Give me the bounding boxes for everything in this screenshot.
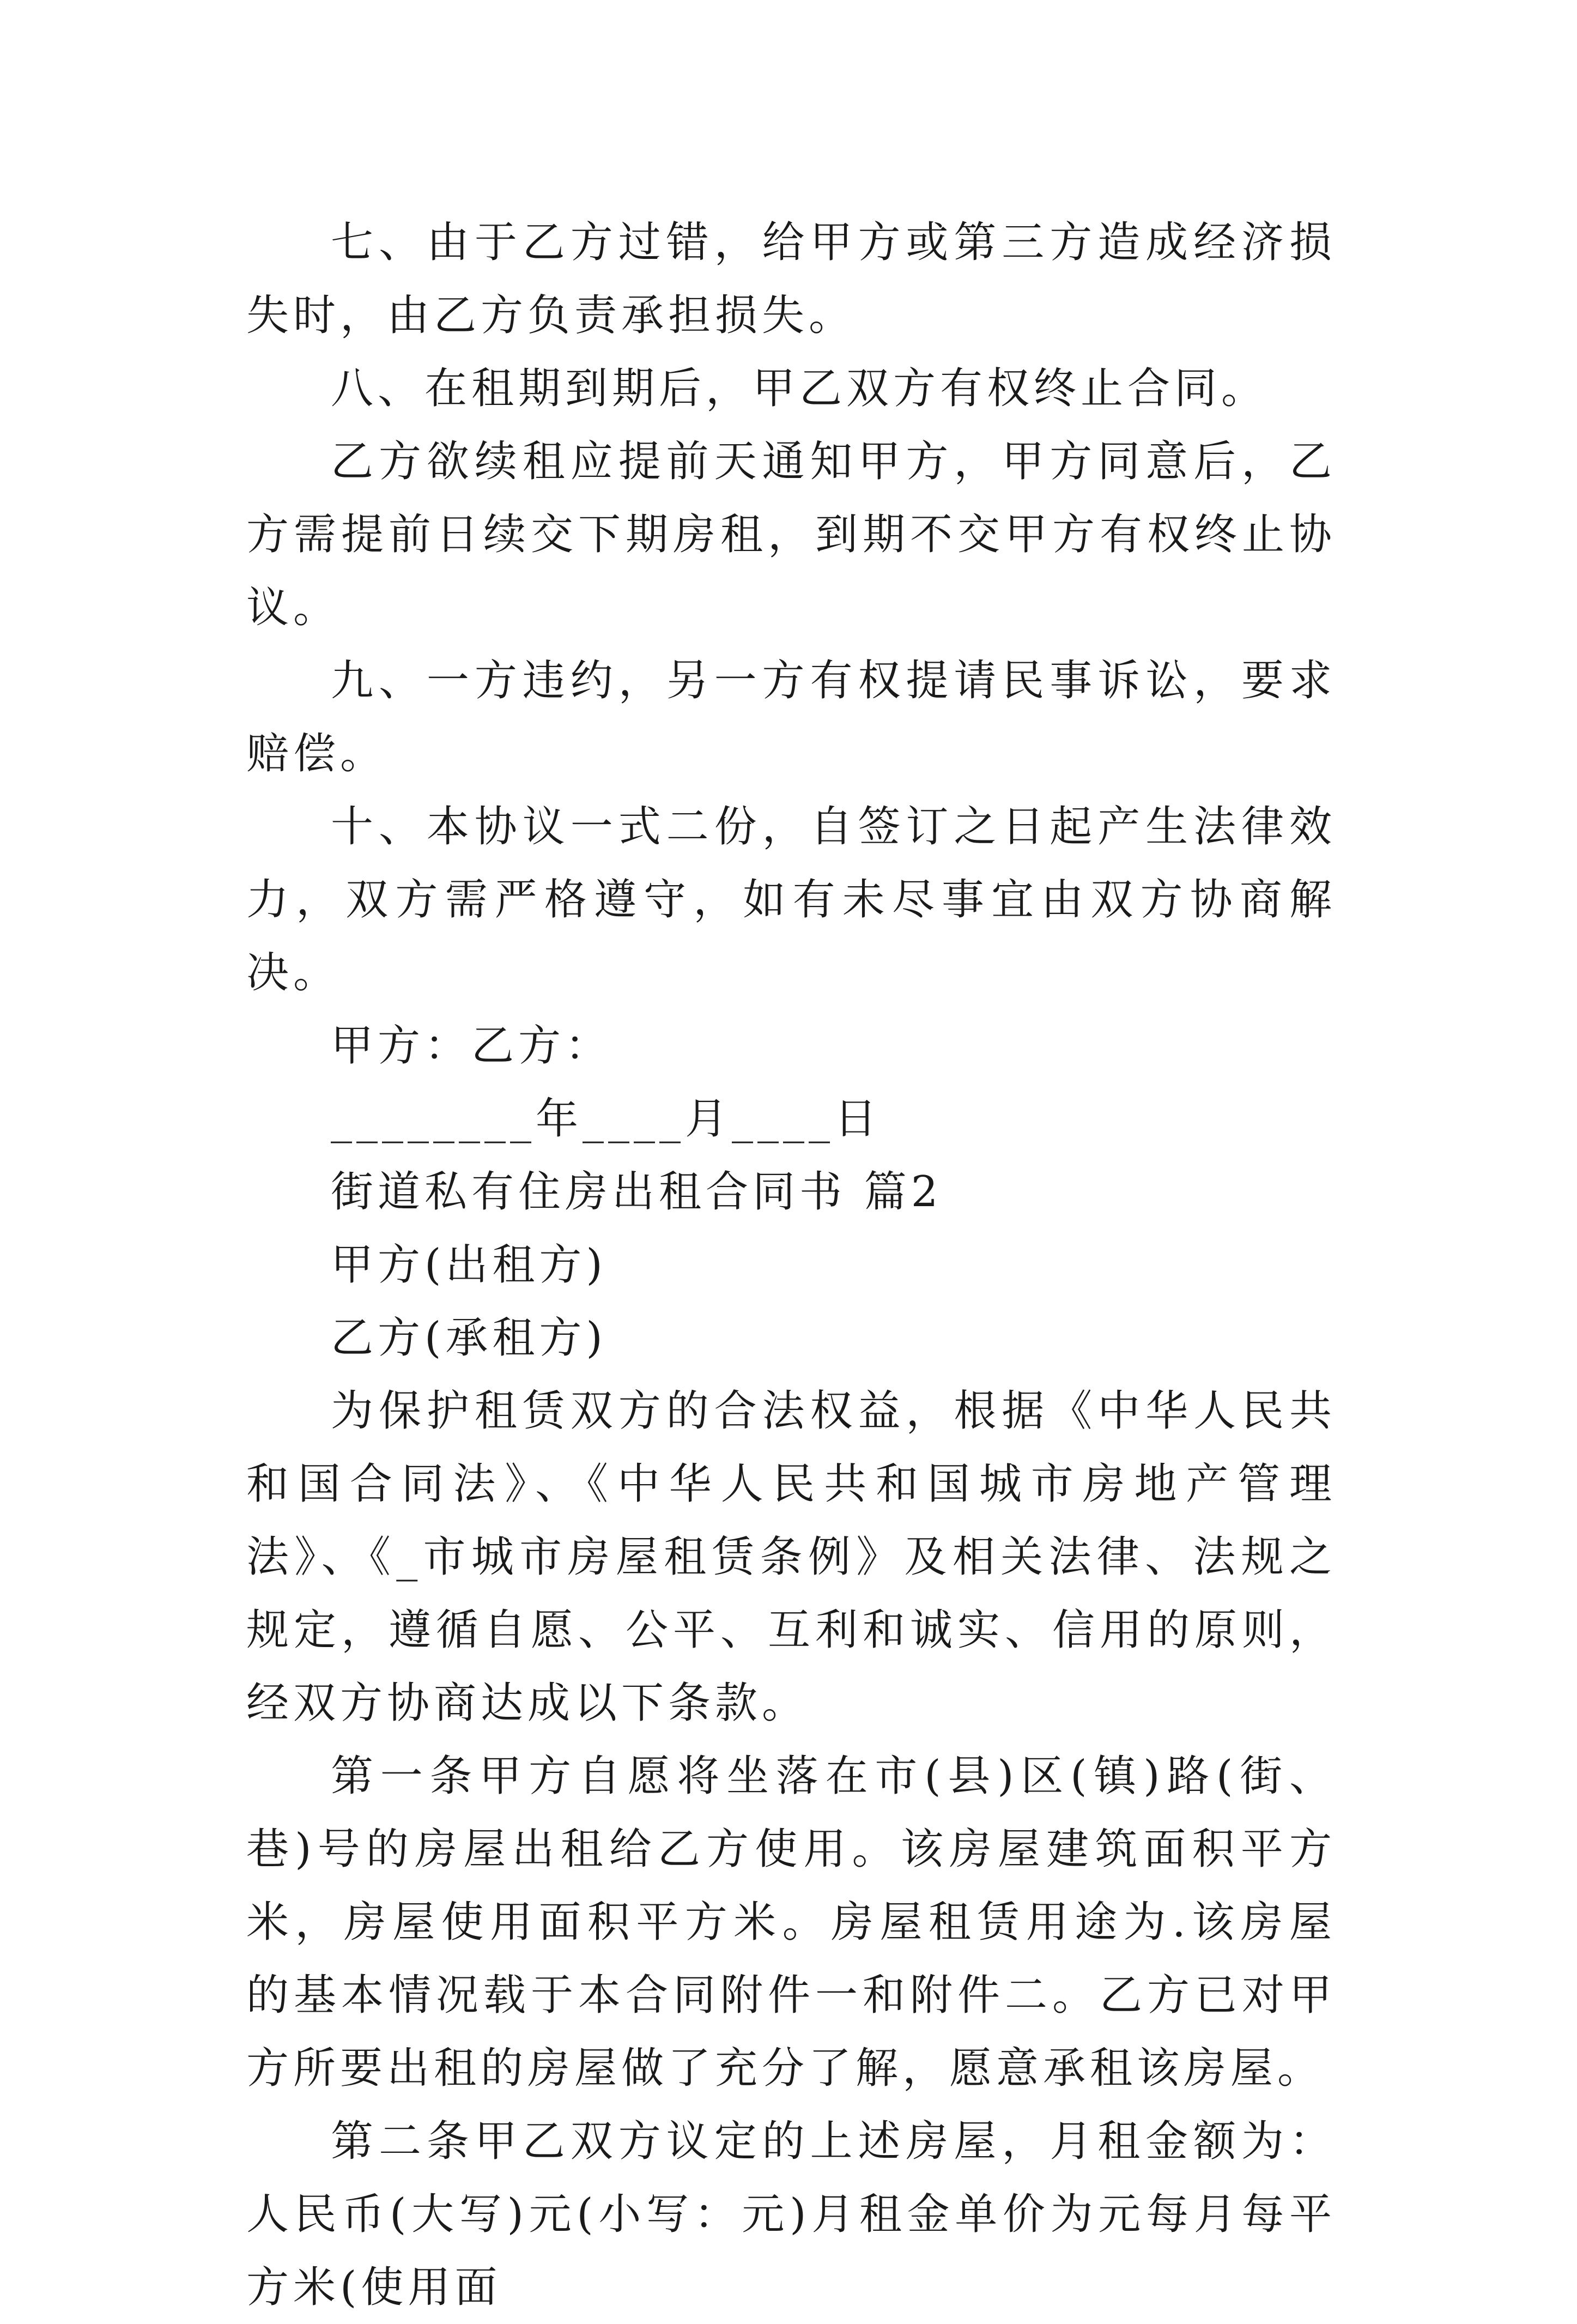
paragraph-renewal: 乙方欲续租应提前天通知甲方，甲方同意后，乙方需提前日续交下期房租，到期不交甲方有权终止协议。	[246, 437, 1336, 632]
paragraph-clause-10: 十、本协议一式二份，自签订之日起产生法律效力，双方需严格遵守，如有未尽事宜由双方协商解决。	[246, 802, 1336, 997]
document-body	[246, 206, 1336, 2324]
paragraph-clause-9: 九、一方违约，另一方有权提请民事诉讼，要求赔偿。	[246, 656, 1336, 778]
paragraph-preamble: 为保护租赁双方的合法权益，根据《中华人民共和国合同法》、《中华人民共和国城市房地产管理法》、《_市城市房屋租赁条例》及相关法律、法规之规定，遵循自愿、公平、互利和诚实、信用的原则，经双方协商达成以下条款。	[246, 1387, 1336, 1728]
paragraph-clause-7: 七、由于乙方过错，给甲方或第三方造成经济损失时，由乙方负责承担损失。	[246, 218, 1336, 340]
party-b-label: 乙方(承租方)	[331, 1314, 607, 1363]
signature-date: ________年____月____日	[331, 1094, 882, 1143]
signature-parties: 甲方：乙方：	[331, 1021, 612, 1070]
paragraph-clause-8: 八、在租期到期后，甲乙双方有权终止合同。	[331, 364, 1269, 413]
section-heading: 街道私有住房出租合同书 篇2	[331, 1167, 943, 1217]
paragraph-article-2: 第二条甲乙双方议定的上述房屋，月租金额为：人民币(大写)元(小写：元)月租金单价为元每月每平方米(使用面	[246, 2117, 1336, 2312]
party-a-label: 甲方(出租方)	[331, 1240, 607, 1290]
paragraph-article-1: 第一条甲方自愿将坐落在市(县)区(镇)路(街、巷)号的房屋出租给乙方使用。该房屋建筑面积平方米，房屋使用面积平方米。房屋租赁用途为.该房屋的基本情况载于本合同附件一和附件二。乙方已对甲方所要出租的房屋做了充分了解，愿意承租该房屋。	[246, 1752, 1336, 2093]
